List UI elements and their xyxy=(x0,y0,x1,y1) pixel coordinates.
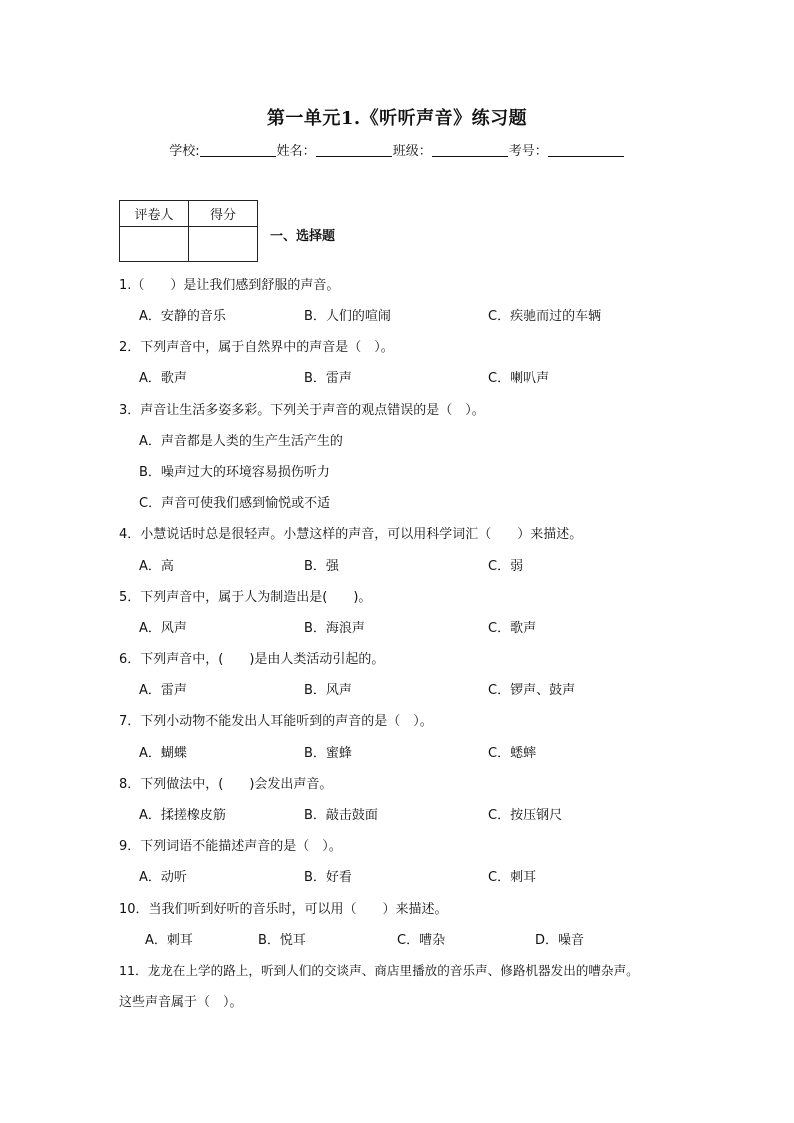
question-stem: 6．下列声音中，( )是由人类活动引起的。 xyxy=(119,652,385,667)
option-b[interactable]: B．好看 xyxy=(304,870,352,885)
option-c[interactable]: C．喇叭声 xyxy=(488,371,550,386)
option-c[interactable]: C．锣声、鼓声 xyxy=(488,683,576,698)
option-c[interactable]: C．刺耳 xyxy=(488,870,537,885)
question-stem: 4．小慧说话时总是很轻声。小慧这样的声音，可以用科学词汇（ ）来描述。 xyxy=(119,527,583,542)
name-field[interactable] xyxy=(277,140,393,159)
section-title: 一、选择题 xyxy=(270,229,336,244)
option-a[interactable]: A．高 xyxy=(139,559,174,574)
option-c[interactable]: C．声音可使我们感到愉悦或不适 xyxy=(139,496,331,511)
option-b[interactable]: B．风声 xyxy=(304,683,352,698)
class-blank[interactable] xyxy=(432,143,508,157)
option-a[interactable]: A．雷声 xyxy=(139,683,187,698)
option-a[interactable]: A．歌声 xyxy=(139,371,187,386)
option-b[interactable]: B．强 xyxy=(304,559,339,574)
exam-number-field[interactable] xyxy=(509,140,625,159)
question-stem: 8．下列做法中，( )会发出声音。 xyxy=(119,777,333,792)
option-a[interactable]: A．声音都是人类的生产生活产生的 xyxy=(139,434,343,449)
class-label: 班级： xyxy=(392,144,432,159)
option-a[interactable]: A．安静的音乐 xyxy=(139,309,226,324)
name-blank[interactable] xyxy=(316,143,392,157)
school-blank[interactable] xyxy=(200,143,276,157)
option-b[interactable]: B．海浪声 xyxy=(304,621,365,636)
option-c[interactable]: C．弱 xyxy=(488,559,524,574)
option-a[interactable]: A．蝴蝶 xyxy=(139,746,187,761)
score-header: 得分 xyxy=(189,201,258,227)
score-table xyxy=(119,200,258,262)
grader-header: 评卷人 xyxy=(120,201,189,227)
option-b[interactable]: B．悦耳 xyxy=(258,933,306,948)
option-d[interactable]: D．噪音 xyxy=(535,933,585,948)
option-b[interactable]: B．雷声 xyxy=(304,371,352,386)
class-field[interactable] xyxy=(393,140,509,159)
option-a[interactable]: A．动听 xyxy=(139,870,187,885)
question-stem: 11．龙龙在上学的路上，听到人们的交谈声、商店里播放的音乐声、修路机器发出的嘈杂声。 xyxy=(119,963,639,978)
option-b[interactable]: B．人们的喧闹 xyxy=(304,309,391,324)
school-field[interactable] xyxy=(169,140,276,159)
option-a[interactable]: A．刺耳 xyxy=(145,933,193,948)
question-stem: 10．当我们听到好听的音乐时，可以用（ ）来描述。 xyxy=(119,902,448,917)
question-stem: 7．下列小动物不能发出人耳能听到的声音的是（ ）。 xyxy=(119,714,433,729)
question-stem: 5．下列声音中，属于人为制造出是( )。 xyxy=(119,590,372,605)
option-c[interactable]: C．嘈杂 xyxy=(397,933,446,948)
option-b[interactable]: B．敲击鼓面 xyxy=(304,808,378,823)
name-label: 姓名： xyxy=(276,144,316,159)
option-a[interactable]: A．风声 xyxy=(139,621,187,636)
option-c[interactable]: C．疾驰而过的车辆 xyxy=(488,309,602,324)
option-c[interactable]: C．按压钢尺 xyxy=(488,808,563,823)
question-stem: 3．声音让生活多姿多彩。下列关于声音的观点错误的是（ ）。 xyxy=(119,403,485,418)
grader-cell[interactable] xyxy=(120,227,189,262)
page-title: 第一单元1.《听听声音》练习题 xyxy=(266,108,528,129)
option-b[interactable]: B．蜜蜂 xyxy=(304,746,352,761)
question-stem: 1.（ ）是让我们感到舒服的声音。 xyxy=(119,278,340,293)
option-b[interactable]: B．噪声过大的环境容易损伤听力 xyxy=(139,465,330,480)
option-c[interactable]: C．蟋蟀 xyxy=(488,746,537,761)
option-a[interactable]: A．揉搓橡皮筋 xyxy=(139,808,226,823)
question-stem: 2．下列声音中，属于自然界中的声音是（ ）。 xyxy=(119,340,394,355)
school-label: 学校: xyxy=(169,144,200,159)
exam-number-blank[interactable] xyxy=(548,143,624,157)
question-stem-continued: 这些声音属于（ ）。 xyxy=(119,995,243,1010)
student-info-line xyxy=(0,140,794,159)
score-cell[interactable] xyxy=(189,227,258,262)
question-stem: 9．下列词语不能描述声音的是（ ）。 xyxy=(119,839,342,854)
exam-number-label: 考号： xyxy=(508,144,548,159)
option-c[interactable]: C．歌声 xyxy=(488,621,537,636)
